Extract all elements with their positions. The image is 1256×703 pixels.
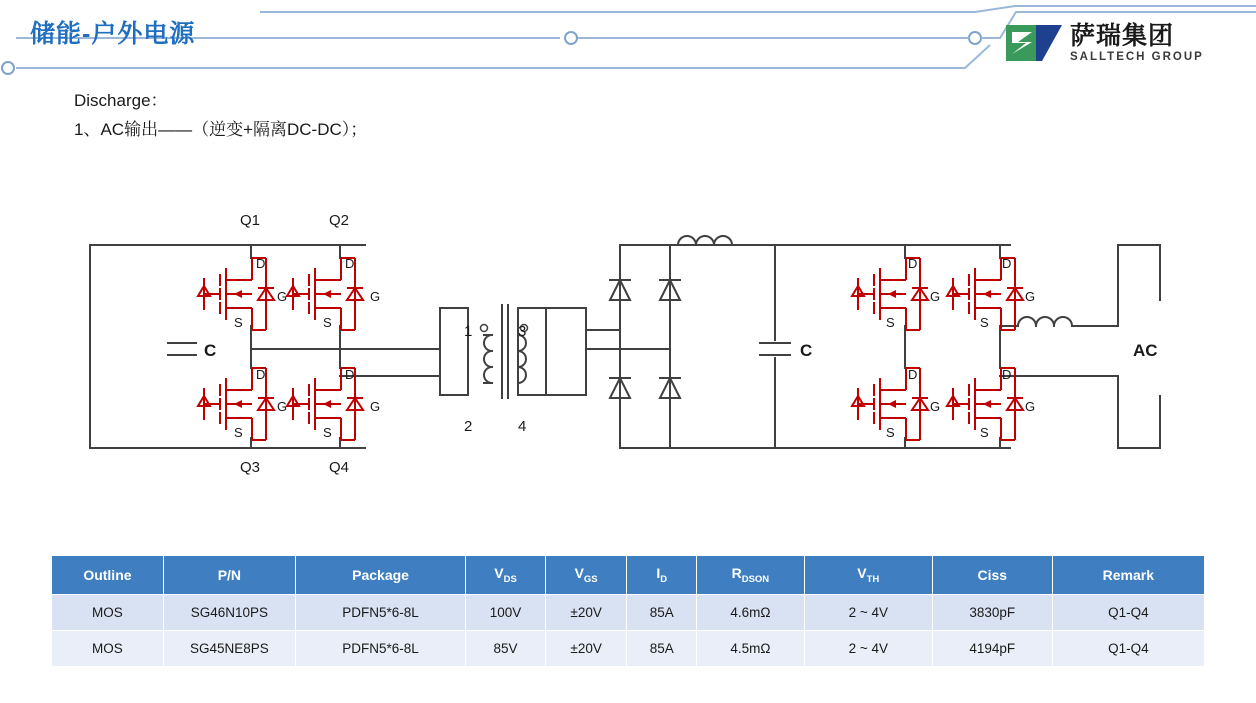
col-header-id: $I_D$ <box>627 556 697 595</box>
label-q2: Q2 <box>329 212 350 229</box>
svg-text:D: D <box>345 367 355 382</box>
cell-ciss: 3830pF <box>932 595 1052 631</box>
logo-text-en: SALLTECH GROUP <box>1070 51 1204 64</box>
svg-text:D: D <box>256 367 266 382</box>
label-q1: Q1 <box>240 212 261 229</box>
col-header-package: Package <box>295 556 465 595</box>
svg-text:S: S <box>980 315 989 330</box>
cell-vds: 100V <box>466 595 546 631</box>
ac-output-label: 1、AC输出——（逆变+隔离DC-DC）； <box>74 120 368 139</box>
col-header-vgs: $V_{GS}$ <box>545 556 627 595</box>
col-header-remark: Remark <box>1052 556 1204 595</box>
cell-package: PDFN5*6-8L <box>295 631 465 667</box>
cell-vgs: ±20V <box>545 631 627 667</box>
label-t4: 4 <box>518 418 527 435</box>
cell-pn: SG46N10PS <box>163 595 295 631</box>
svg-text:G: G <box>930 399 941 414</box>
svg-text:S: S <box>886 315 895 330</box>
cell-id: 85A <box>627 631 697 667</box>
label-cap-mid: C <box>800 341 813 360</box>
table-row <box>52 631 1205 667</box>
page-title: 储能-户外电源 <box>30 20 196 48</box>
cell-package: PDFN5*6-8L <box>295 595 465 631</box>
label-cap-left: C <box>204 341 217 360</box>
svg-text:G: G <box>370 399 381 414</box>
cell-vds: 85V <box>466 631 546 667</box>
cell-outline: MOS <box>52 595 164 631</box>
logo-text-cn: 萨瑞集团 <box>1070 21 1175 50</box>
cell-vth: 2 ~ 4V <box>804 595 932 631</box>
svg-text:G: G <box>930 289 941 304</box>
svg-text:D: D <box>1002 367 1012 382</box>
svg-text:D: D <box>256 256 266 271</box>
label-t1: 1 <box>464 323 473 340</box>
svg-text:S: S <box>886 425 895 440</box>
power-stage-schematic <box>0 200 1256 500</box>
col-header-vth: $V_{TH}$ <box>804 556 932 595</box>
col-header-vds: $V_{DS}$ <box>466 556 546 595</box>
cell-remark: Q1-Q4 <box>1052 631 1204 667</box>
svg-text:D: D <box>345 256 355 271</box>
cell-id: 85A <box>627 595 697 631</box>
cell-ciss: 4194pF <box>932 631 1052 667</box>
cell-remark: Q1-Q4 <box>1052 595 1204 631</box>
label-q4: Q4 <box>329 459 350 476</box>
svg-text:G: G <box>1025 289 1036 304</box>
cell-vth: 2 ~ 4V <box>804 631 932 667</box>
svg-text:S: S <box>980 425 989 440</box>
svg-text:S: S <box>323 425 332 440</box>
discharge-label: Discharge： <box>74 91 168 110</box>
svg-text:D: D <box>908 256 918 271</box>
col-header-rdson: $R_{DSON}$ <box>696 556 804 595</box>
col-header-ciss: Ciss <box>932 556 1052 595</box>
svg-text:D: D <box>908 367 918 382</box>
svg-text:G: G <box>370 289 381 304</box>
page-header <box>0 0 1256 86</box>
svg-text:G: G <box>277 289 288 304</box>
cell-rdson: 4.5mΩ <box>696 631 804 667</box>
table-header-row <box>52 556 1205 595</box>
cell-pn: SG45NE8PS <box>163 631 295 667</box>
table-row <box>52 595 1205 631</box>
mosfet-spec-table <box>51 555 1205 667</box>
logo-mark-icon <box>1006 23 1062 63</box>
label-t3: 3 <box>518 323 527 340</box>
svg-text:G: G <box>1025 399 1036 414</box>
svg-text:S: S <box>323 315 332 330</box>
label-t2: 2 <box>464 418 473 435</box>
cell-vgs: ±20V <box>545 595 627 631</box>
label-ac: AC <box>1133 341 1158 360</box>
company-logo <box>1006 14 1244 72</box>
cell-rdson: 4.6mΩ <box>696 595 804 631</box>
svg-text:S: S <box>234 425 243 440</box>
svg-text:D: D <box>1002 256 1012 271</box>
col-header-pn: P/N <box>163 556 295 595</box>
label-q3: Q3 <box>240 459 261 476</box>
cell-outline: MOS <box>52 631 164 667</box>
col-header-outline: Outline <box>52 556 164 595</box>
svg-text:S: S <box>234 315 243 330</box>
svg-text:G: G <box>277 399 288 414</box>
